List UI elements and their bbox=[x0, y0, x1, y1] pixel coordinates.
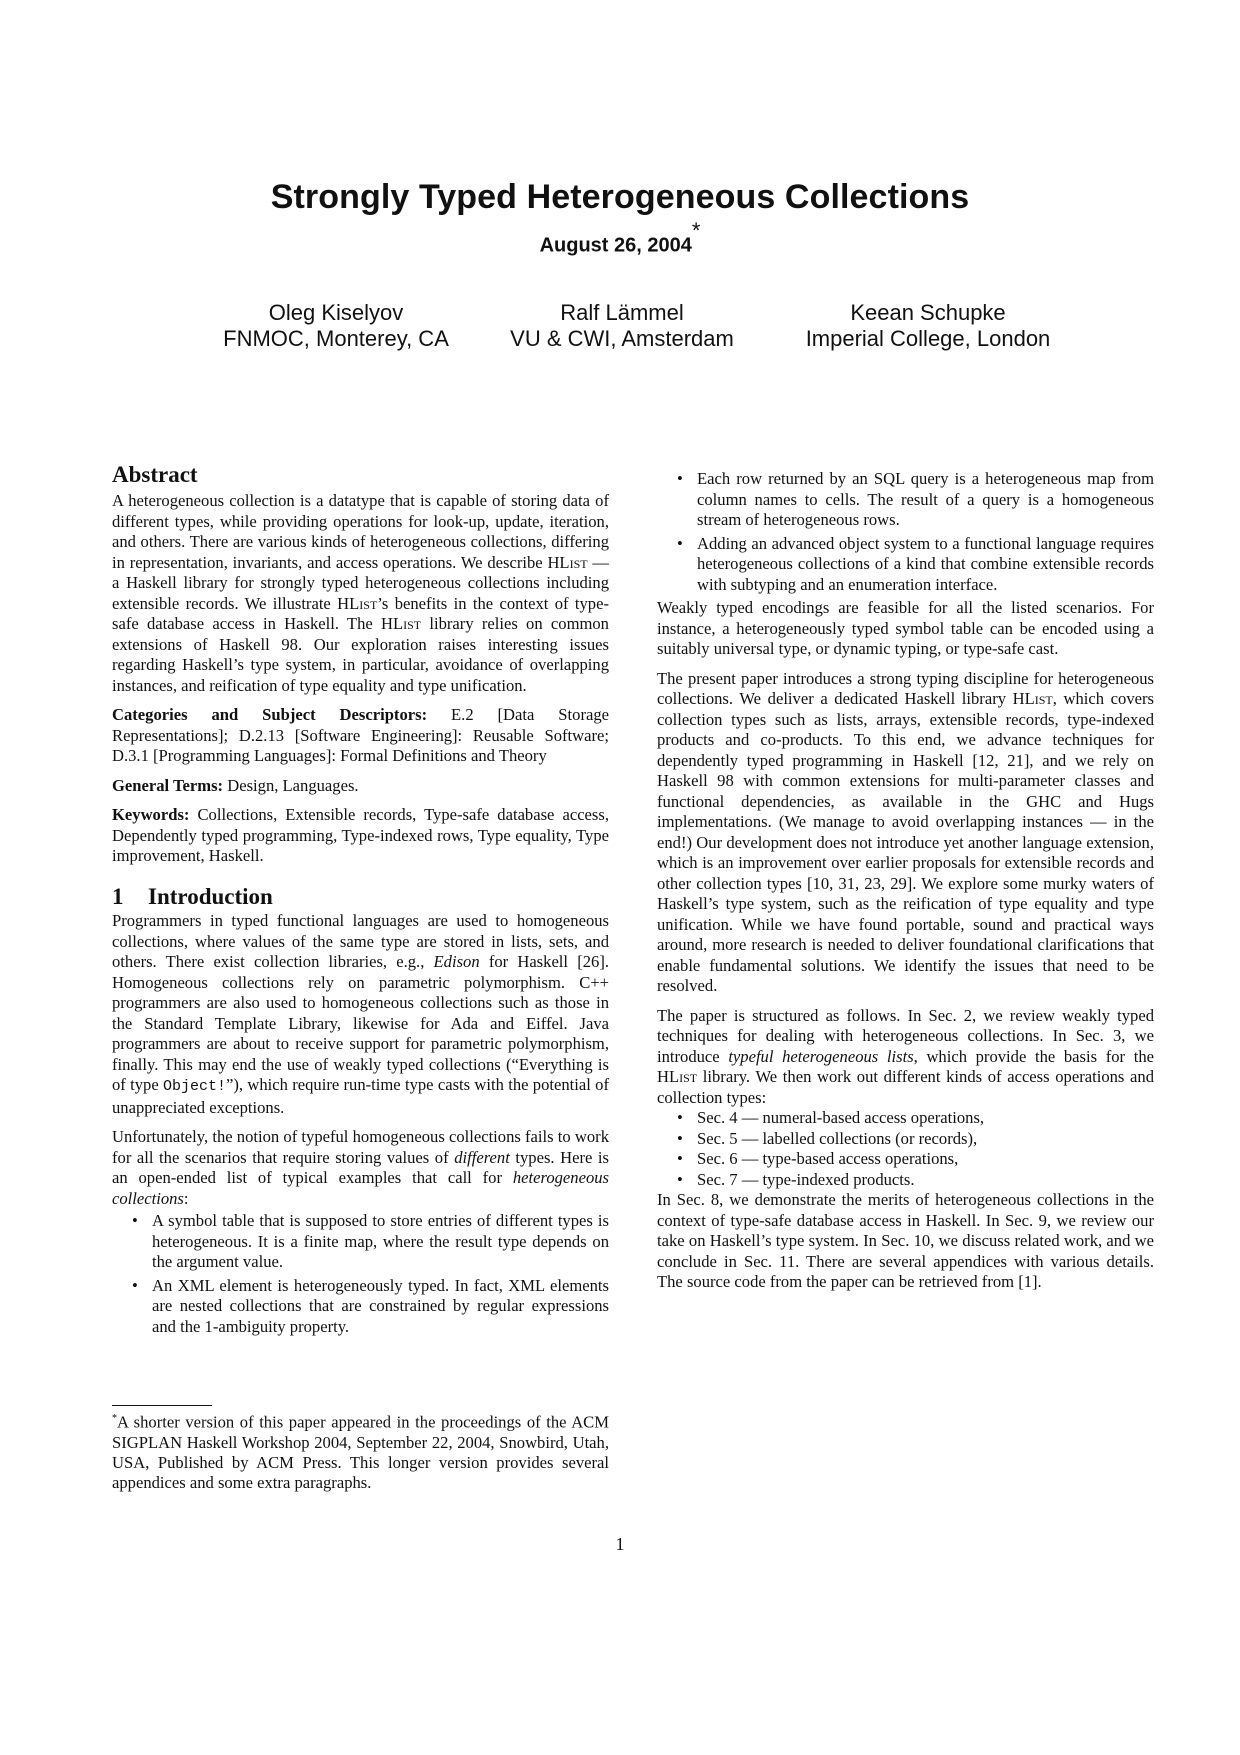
categories-text: E.2 [Data Storage Representations]; D.2.13 [Software Engineering]: Reusable Software; D.3.1 [Programming Languages]: Formal Definitions and Theory bbox=[112, 705, 609, 765]
categories-label: Categories and Subject Descriptors: bbox=[112, 705, 428, 724]
sections-list bbox=[657, 1108, 1154, 1190]
page-number: 1 bbox=[615, 1534, 625, 1554]
left-column bbox=[112, 463, 609, 1343]
list-item: • Sec. 6 — type-based access operations, bbox=[697, 1149, 1154, 1170]
list-item: • Adding an advanced object system to a functional language requires heterogeneous collections of a kind that combine extensible records with subtyping and an enumeration interface. bbox=[697, 534, 1154, 596]
text-run: — a Haskell library for strongly typed heterogeneous collections including extensible records. We illustrate bbox=[112, 552, 609, 613]
inline-code: Object! bbox=[163, 1078, 227, 1095]
hlist-name: HList bbox=[657, 1067, 698, 1086]
hlist-name: HList bbox=[547, 552, 588, 572]
text-run: for Haskell [26]. Homogeneous collections rely on parametric polymorphism. C++ programmers are also used to homogeneous collections such as those in the Standard Template Library, likewise for Ada and Eiffel. Java programmers are about to receive support for parametric polymorphism, finally. This may end the use of weakly typed collections (“Everything is of type bbox=[112, 952, 609, 1094]
author-2 bbox=[472, 300, 772, 352]
text-run: The present paper introduces a strong typing discipline for heterogeneous collections. We deliver a dedicated Haskell library bbox=[657, 668, 1154, 708]
hlist-name: HList bbox=[1012, 689, 1053, 708]
text-run: A heterogeneous collection is a datatype that is capable of storing data of different types, while providing operations for look-up, update, iteration, and others. There are various kinds of heterogeneous collections, differing in representation, invariants, and access operations. We describe bbox=[112, 491, 609, 572]
text-run: The paper is structured as follows. In Sec. 2, we review weakly typed techniques for dealing with heterogeneous collections. In Sec. 3, we introduce bbox=[657, 1005, 1154, 1066]
intro-paragraph-6: In Sec. 8, we demonstrate the merits of heterogeneous collections in the context of type-safe database access in Haskell. In Sec. 9, we review our take on Haskell’s type system. In Sec. 10, we discuss related work, and we conclude in Sec. 11. There are several appendices with various details. The source code from the paper can be retrieved from [1]. bbox=[657, 1190, 1154, 1291]
intro-paragraph-1 bbox=[112, 911, 609, 1118]
keywords-paragraph bbox=[112, 805, 609, 867]
date-footnote-mark: * bbox=[691, 218, 701, 243]
intro-paragraph-5 bbox=[657, 1006, 1154, 1109]
paper-date bbox=[0, 218, 1240, 258]
intro-paragraph-4 bbox=[657, 669, 1154, 997]
text-run: Programmers in typed functional languages are used to homogeneous collections, where values of the same type are stored in lists, sets, and others. There exist collection libraries, e.g., bbox=[112, 911, 609, 971]
edison-name: Edison bbox=[433, 952, 480, 971]
author-affiliation: Imperial College, London bbox=[805, 326, 1051, 351]
keywords-text: Collections, Extensible records, Type-safe database access, Dependently typed programming, Type-indexed rows, Type equality, Type improvement, Haskell. bbox=[112, 805, 609, 865]
list-item: • An XML element is heterogeneously typed. In fact, XML elements are nested collections that are constrained by regular expressions and the 1-ambiguity property. bbox=[152, 1276, 609, 1338]
section-title: Introduction bbox=[148, 883, 273, 909]
footnote-text: A shorter version of this paper appeared in the proceedings of the ACM SIGPLAN Haskell Workshop 2004, September 22, 2004, Snowbird, Utah, USA, Published by ACM Press. This longer version provides several appendices and some extra paragraphs. bbox=[112, 1412, 609, 1492]
text-run: : bbox=[183, 1188, 189, 1208]
intro-paragraph-3: Weakly typed encodings are feasible for all the listed scenarios. For instance, a heterogeneously typed symbol table can be encoded using a suitably universal type, or dynamic typing, or type-safe cast. bbox=[657, 598, 1154, 658]
text-run: , which covers collection types such as lists, arrays, extensible records, type-indexed products and co-products. To this end, we advance techniques for dependently typed programming in Haskell [12, 21], and we rely on Haskell 98 with common extensions for multi-parameter classes and functional dependencies, as available in the GHC and Hugs implementations. (We manage to avoid overlapping instances — in the end!) Our development does not introduce yet another language extension, which is an improvement over earlier proposals for extensible records and other collection types [10, 31, 23, 29]. We explore some murky waters of Haskell’s type system, such as the reification of type equality and type unification. While we have found portable, sound and practical ways around, more research is needed to deliver foundational clarifications that enable fundamental solutions. We identify the issues that need to be resolved. bbox=[657, 689, 1154, 995]
author-affiliation: FNMOC, Monterey, CA bbox=[223, 326, 449, 351]
hlist-name: HList bbox=[381, 614, 422, 633]
text-run: library relies on common extensions of Haskell 98. Our exploration raises interesting issues regarding Haskell’s type system, in particular, avoidance of overlapping instances, and reification of type equality and type unification. bbox=[112, 614, 609, 695]
author-name: Oleg Kiselyov bbox=[268, 300, 404, 325]
author-name: Keean Schupke bbox=[850, 300, 1006, 325]
emphasis: heterogeneous collections bbox=[112, 1168, 609, 1208]
emphasis: typeful heterogeneous lists bbox=[728, 1046, 914, 1066]
author-name: Ralf Lämmel bbox=[560, 300, 684, 325]
keywords-label: Keywords: bbox=[112, 805, 190, 824]
general-terms-text: Design, Languages. bbox=[227, 775, 359, 795]
footnote-mark: * bbox=[112, 1413, 117, 1424]
emphasis: different bbox=[454, 1147, 510, 1167]
general-terms-label: General Terms: bbox=[112, 775, 224, 795]
author-3 bbox=[778, 300, 1078, 352]
text-run: , which provide the basis for the bbox=[913, 1046, 1154, 1066]
text-run: library. We then work out different kinds of access operations and collection types: bbox=[657, 1067, 1154, 1107]
categories-paragraph bbox=[112, 705, 609, 767]
list-item: • Sec. 5 — labelled collections (or records), bbox=[697, 1129, 1154, 1150]
abstract-paragraph bbox=[112, 491, 609, 696]
section-number: 1 bbox=[112, 883, 124, 909]
paper-title: Strongly Typed Heterogeneous Collections bbox=[270, 178, 970, 216]
abstract-heading: Abstract bbox=[112, 462, 198, 487]
text-run: Unfortunately, the notion of typeful homogeneous collections fails to work for all the scenarios that require storing values of bbox=[112, 1127, 609, 1167]
author-affiliation: VU & CWI, Amsterdam bbox=[510, 326, 734, 351]
list-item: • A symbol table that is supposed to store entries of different types is heterogeneous. It is a finite map, where the result type depends on the argument value. bbox=[152, 1211, 609, 1273]
text-run: ’s benefits in the context of type-safe database access in Haskell. The bbox=[112, 593, 609, 633]
list-item: • Sec. 4 — numeral-based access operations, bbox=[697, 1108, 1154, 1129]
list-item: • Sec. 7 — type-indexed products. bbox=[697, 1170, 1154, 1191]
intro-paragraph-2 bbox=[112, 1127, 609, 1209]
hlist-name: HList bbox=[337, 593, 378, 613]
examples-list-right bbox=[657, 469, 1154, 595]
text-run: types. Here is an open-ended list of typical examples that call for bbox=[112, 1147, 609, 1187]
list-item: • Each row returned by an SQL query is a heterogeneous map from column names to cells. The result of a query is a homogeneous stream of heterogeneous rows. bbox=[697, 469, 1154, 531]
text-run: ”), which require run-time type casts with the potential of unappreciated exceptions. bbox=[112, 1075, 609, 1117]
footnote-rule bbox=[112, 1405, 212, 1406]
author-1 bbox=[186, 300, 486, 352]
right-column bbox=[657, 469, 1154, 1302]
footnote bbox=[112, 1409, 609, 1493]
section-heading-introduction bbox=[112, 883, 609, 909]
general-terms-paragraph bbox=[112, 776, 609, 797]
examples-list-left bbox=[112, 1211, 609, 1337]
date-text: August 26, 2004 bbox=[539, 234, 692, 257]
